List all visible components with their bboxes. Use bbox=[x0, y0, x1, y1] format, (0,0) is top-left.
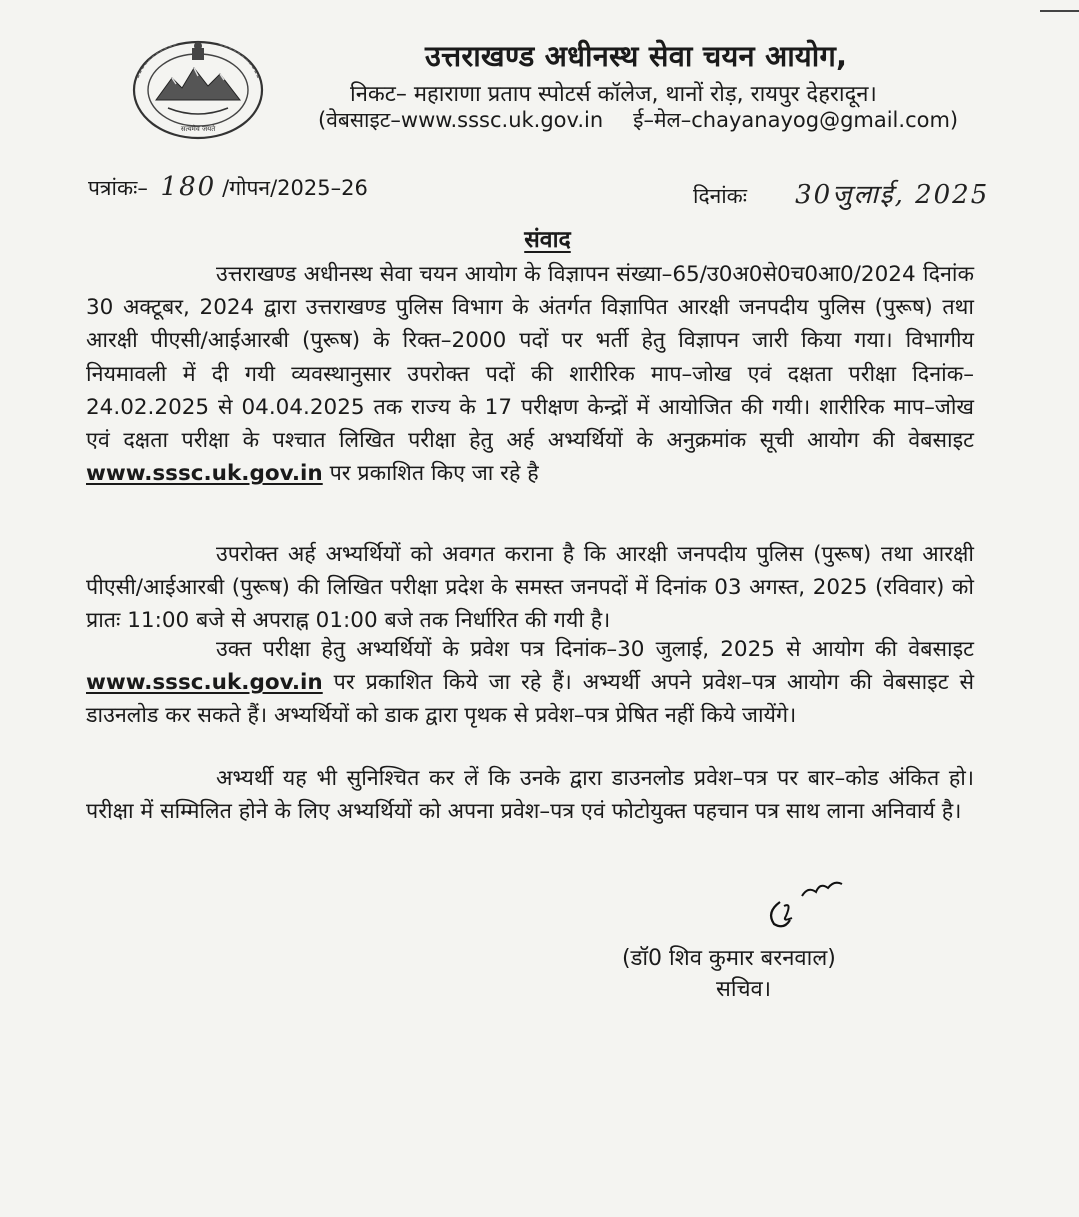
paragraph-4-text: अभ्यर्थी यह भी सुनिश्चित कर लें कि उनके द्वारा डाउनलोड प्रवेश–पत्र पर बार–कोड अंकित हो। परीक्षा में सम्मिलित होने के लिए अभ्यर्थियों को अपना प्रवेश–पत्र एवं फोटोयुक्त पहचान पत्र साथ लाना अनिवार्य है। bbox=[86, 766, 974, 825]
reference-handwritten-number: 180 bbox=[160, 172, 217, 202]
organization-title: उत्तराखण्ड अधीनस्थ सेवा चयन आयोग, bbox=[425, 39, 848, 73]
website-link-2[interactable]: www.sssc.uk.gov.in bbox=[86, 670, 323, 696]
signature-mark bbox=[758, 872, 858, 932]
paragraph-3 bbox=[86, 633, 974, 733]
date-value: 30जुलाई, 2025 bbox=[795, 180, 990, 210]
website-text: (वेबसाइट–www.sssc.uk.gov.in bbox=[318, 108, 604, 132]
subject-heading bbox=[0, 222, 1079, 254]
reference-label: पत्रांकः– bbox=[88, 176, 148, 200]
email-text: ई–मेल–chayanayog@gmail.com) bbox=[633, 108, 959, 132]
paragraph-1-tail: पर प्रकाशित किए जा रहे है bbox=[329, 461, 539, 487]
signatory-name: (डॉ0 शिव कुमार बरनवाल) bbox=[622, 946, 836, 971]
paragraph-3-tail: पर प्रकाशित किये जा रहे हैं। अभ्यर्थी अपने प्रवेश–पत्र आयोग की वेबसाइट से डाउनलोड कर सकते हैं। अभ्यर्थियों को डाक द्वारा पृथक से प्रवेश–पत्र प्रेषित नहीं किये जायेंगे। bbox=[86, 670, 974, 729]
paragraph-2-text: उपरोक्त अर्ह अभ्यर्थियों को अवगत कराना है कि आरक्षी जनपदीय पुलिस (पुरूष) तथा आरक्षी पीएसी/आईआरबी (पुरूष) की लिखित परीक्षा प्रदेश के समस्त जनपदों में दिनांक 03 अगस्त, 2025 (रविवार) को प्रातः 11:00 बजे से अपराह्न 01:00 बजे तक निर्धारित की गयी है। bbox=[86, 542, 974, 634]
corner-divider bbox=[1040, 10, 1079, 12]
date-label: दिनांकः bbox=[693, 184, 748, 208]
organization-contact bbox=[318, 106, 958, 134]
signatory-designation: सचिव। bbox=[716, 977, 772, 1002]
paragraph-4 bbox=[86, 762, 974, 828]
paragraph-2 bbox=[86, 538, 974, 638]
paragraph-3-text: उक्त परीक्षा हेतु अभ्यर्थियों के प्रवेश पत्र दिनांक–30 जुलाई, 2025 से आयोग की वेबसाइट bbox=[216, 637, 974, 662]
reference-suffix: /गोपन/2025–26 bbox=[222, 176, 368, 200]
website-link-1[interactable]: www.sssc.uk.gov.in bbox=[86, 461, 323, 487]
reference-number bbox=[88, 172, 368, 202]
paragraph-1-text: उत्तराखण्ड अधीनस्थ सेवा चयन आयोग के विज्ञापन संख्या–65/उ0अ0से0च0आ0/2024 दिनांक 30 अक्टूबर, 2024 द्वारा उत्तराखण्ड पुलिस विभाग के अंतर्गत विज्ञापित आरक्षी जनपदीय पुलिस (पुरूष) तथा आरक्षी पीएसी/आईआरबी (पुरूष) के रिक्त–2000 पदों पर भर्ती हेतु विज्ञापन जारी किया गया। विभागीय नियमावली में दी गयी व्यवस्थानुसार उपरोक्त पदों की शारीरिक माप–जोख एवं दक्षता परीक्षा दिनांक–24.02.2025 से 04.04.2025 तक राज्य के 17 परीक्षण केन्द्रों में आयोजित की गयी। शारीरिक माप–जोख एवं दक्षता परीक्षा के पश्चात लिखित परीक्षा हेतु अर्ह अभ्यर्थियों के अनुक्रमांक सूची आयोग की वेबसाइट bbox=[86, 262, 974, 454]
organization-address: निकट– महाराणा प्रताप स्पोटर्स कॉलेज, थानों रोड़, रायपुर देहरादून। bbox=[350, 82, 877, 107]
paragraph-1 bbox=[86, 258, 974, 490]
subject-text: संवाद bbox=[524, 227, 571, 253]
government-seal-icon bbox=[128, 38, 268, 142]
seal-caption: सत्यमेव जयते bbox=[180, 125, 216, 133]
notice-date bbox=[693, 175, 995, 211]
